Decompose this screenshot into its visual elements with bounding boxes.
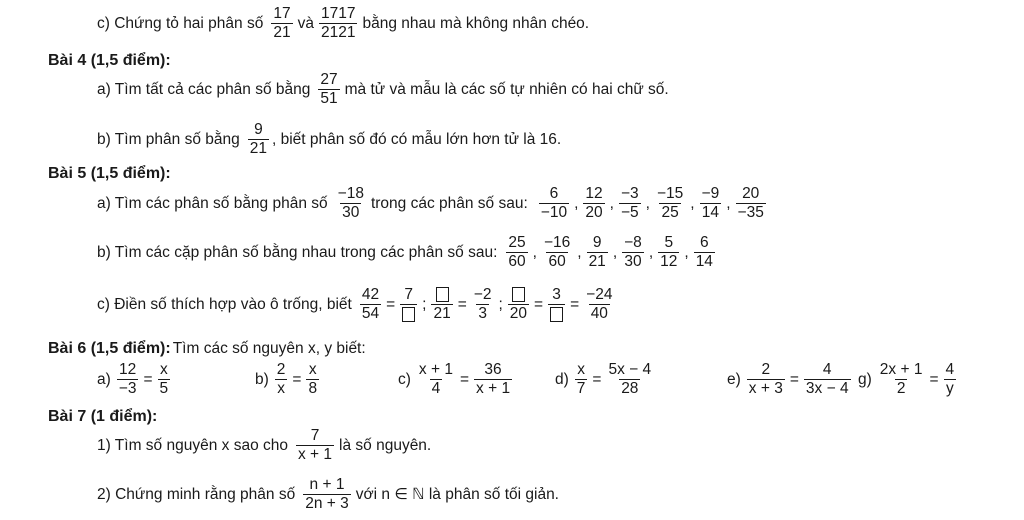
fraction: $\frac{5x - 4}{28}$ [608, 361, 652, 398]
fraction: $\frac{-8}{30}$ [624, 234, 642, 271]
fraction: $\frac{6}{14}$ [695, 234, 713, 271]
fraction: 7 [400, 287, 417, 323]
fraction: $\frac{-9}{14}$ [701, 185, 720, 222]
problem-text: c) Chứng tỏ hai phân số [97, 14, 264, 32]
fraction: $\frac{2x + 1}{2}$ [879, 361, 923, 398]
problem-4a: a) Tìm tất cả các phân số bằng $\frac{27}{51}$ mà tử và mẫu là các số tự nhiên có hai chữ số. [97, 71, 669, 108]
fraction: $\frac{4}{y}$ [945, 361, 955, 398]
fraction: $\frac{-15}{25}$ [656, 185, 684, 222]
fraction: $\frac{12}{20}$ [585, 185, 603, 222]
problem-7-2: 2) Chứng minh rằng phân số $\frac{n + 1}{2n + 3}$ với n ∈ ℕ là phân số tối giản. [97, 476, 559, 513]
blank-box[interactable] [402, 307, 415, 322]
fraction: $\frac{n + 1}{2n + 3}$ [305, 476, 349, 513]
fraction: $\frac{6}{-10}$ [540, 185, 568, 222]
section-heading-bai7: Bài 7 (1 điểm): [48, 408, 158, 425]
fraction: $\frac{17}{21}$ [273, 5, 291, 42]
fraction: $\frac{12}{-3}$ [118, 361, 137, 398]
fraction: $\frac{20}{-35}$ [737, 185, 764, 222]
equation-d: d) $\frac{x}{7}$ = $\frac{5x - 4}{28}$ [555, 361, 652, 398]
fraction: $\frac{1717}{2121}$ [320, 5, 356, 42]
problem-5a: a) Tìm các phân số bằng phân số $\frac{-18}{30}$ trong các phân số sau: $\frac{6}{-10}$ , $\frac{12}{20}$ , $\frac{-3}{-5}$ , $\frac{-15}{25}$ , $\frac{-9}{14}$ , $\frac{20}{-35}$ [97, 186, 769, 222]
problem-3c: c) Chứng tỏ hai phân số $\frac{17}{21}$ và $\frac{1717}{2121}$ bằng nhau mà không nhân chéo. [97, 5, 590, 42]
problem-7-1: 1) Tìm số nguyên x sao cho $\frac{7}{x + 1}$ là số nguyên. [97, 427, 432, 464]
fraction: $\frac{36}{x + 1}$ [476, 361, 511, 398]
equation-c: c) $\frac{x + 1}{4}$ = $\frac{36}{x + 1}$ [398, 361, 511, 398]
fraction: $\frac{x}{5}$ [159, 361, 169, 398]
fraction: $\frac{-3}{-5}$ [620, 185, 639, 222]
fraction: 3 [548, 287, 565, 323]
problem-5b: b) Tìm các cặp phân số bằng nhau trong các phân số sau: $\frac{25}{60}$ , $\frac{-16}{60}$ , $\frac{9}{21}$ , $\frac{-8}{30}$ , $\frac{5}{12}$ , $\frac{6}{14}$ [97, 235, 718, 271]
fraction: $\frac{-16}{60}$ [543, 234, 571, 271]
section-heading-bai6: Bài 6 (1,5 điểm): Tìm các số nguyên x, y biết: [48, 340, 366, 357]
equation-b: b) $\frac{2}{x}$ = $\frac{x}{8}$ [255, 361, 318, 398]
fraction: $\frac{-2}{3}$ [473, 286, 492, 323]
fraction: $\frac{4}{3x - 4}$ [805, 361, 849, 398]
equation-g: g) $\frac{2x + 1}{2}$ = $\frac{4}{y}$ [858, 361, 955, 398]
fraction: $\frac{2}{x + 3}$ [748, 361, 783, 398]
fraction: $\frac{2}{x}$ [276, 361, 286, 398]
section-heading-bai4: Bài 4 (1,5 điểm): [48, 52, 171, 69]
problem-5c: c) Điền số thích hợp vào ô trống, biết $\frac{42}{54}$ = 7 ; 21 = $\frac{-2}{3}$ ; 20 = 3 = $\frac{-24}{40}$ [97, 286, 613, 323]
blank-box[interactable] [512, 287, 525, 302]
fraction: $\frac{x}{8}$ [308, 361, 318, 398]
equation-a: a) $\frac{12}{-3}$ = $\frac{x}{5}$ [97, 361, 169, 398]
fraction-list: $\frac{25}{60}$ , $\frac{-16}{60}$ , $\frac{9}{21}$ , $\frac{-8}{30}$ , $\frac{5}{12}$ , $\frac{6}{14}$ [508, 234, 713, 271]
equation-e: e) $\frac{2}{x + 3}$ = $\frac{4}{3x - 4}$ [727, 361, 849, 398]
fraction: $\frac{9}{21}$ [588, 234, 606, 271]
fraction-list: $\frac{6}{-10}$ , $\frac{12}{20}$ , $\frac{-3}{-5}$ , $\frac{-15}{25}$ , $\frac{-9}{14}$ , $\frac{20}{-35}$ [540, 185, 764, 222]
fraction: $\frac{9}{21}$ [249, 121, 267, 158]
fraction: 20 [508, 287, 529, 323]
fraction: $\frac{42}{54}$ [361, 286, 380, 323]
fraction: $\frac{x + 1}{4}$ [418, 361, 453, 398]
fraction: $\frac{-18}{30}$ [337, 185, 364, 222]
fraction: 21 [431, 287, 452, 323]
fraction: $\frac{x}{7}$ [576, 361, 586, 398]
problem-4b: b) Tìm phân số bằng $\frac{9}{21}$ , biết phân số đó có mẫu lớn hơn tử là 16. [97, 121, 562, 158]
section-heading-bai5: Bài 5 (1,5 điểm): [48, 165, 171, 182]
fraction: $\frac{-24}{40}$ [586, 286, 613, 323]
blank-box[interactable] [550, 307, 563, 322]
fraction: $\frac{5}{12}$ [660, 234, 678, 271]
fraction: $\frac{7}{x + 1}$ [297, 427, 333, 464]
fraction: $\frac{27}{51}$ [320, 71, 338, 108]
fraction: $\frac{25}{60}$ [508, 234, 526, 271]
blank-box[interactable] [436, 287, 449, 302]
